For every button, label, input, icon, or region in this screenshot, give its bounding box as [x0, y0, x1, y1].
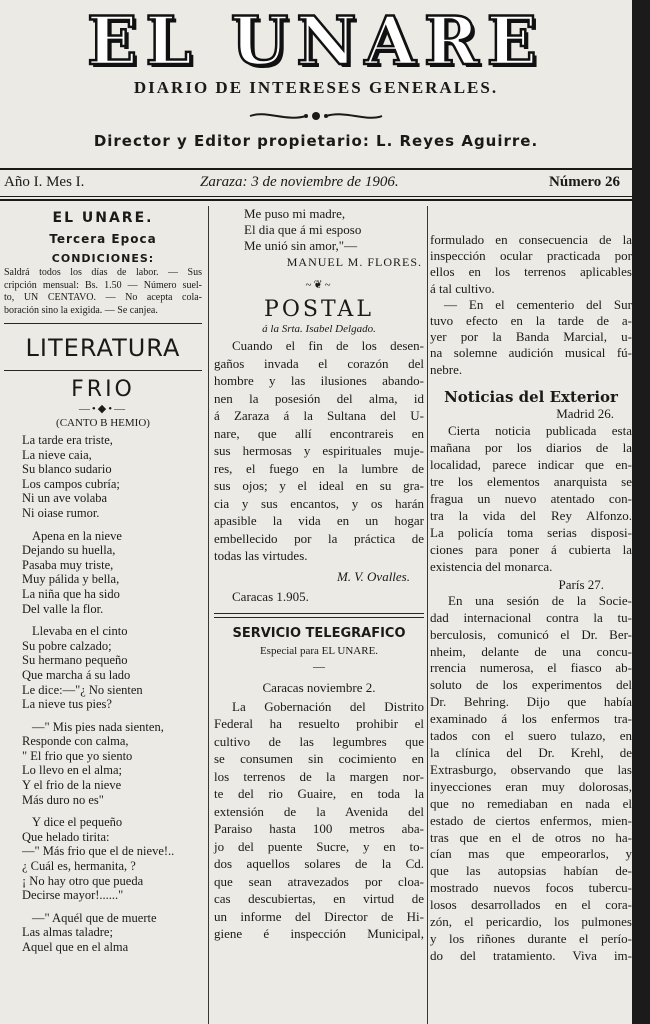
tele-body: [214, 698, 424, 943]
paris-line: inyecciones eran muy dolorosas,: [430, 778, 632, 794]
tele-line: que sean atravezados por cloa-: [214, 873, 424, 889]
poem-line: Su pobre calzado;: [22, 638, 112, 653]
tele-line: dos aquellos solares de la Cd.: [214, 856, 424, 872]
telegram-line: tuvo efecto en la tarde de a-: [430, 313, 632, 329]
telegram-line: yer por la Banda Marcial, u-: [430, 329, 632, 345]
newspaper-subtitle: DIARIO DE INTERESES GENERALES.: [133, 78, 499, 97]
condiciones-label: CONDICIONES:: [51, 252, 155, 265]
poem-line: Su blanco sudario: [22, 462, 112, 477]
masthead-rule-top: [0, 168, 632, 170]
poem-line: [4, 521, 202, 529]
paris-line: mostrado nuevos focos tubercu-: [430, 880, 632, 896]
divider-ornament: ~❦~: [305, 279, 333, 292]
telegram-line: ellos en los terrenos aplicables: [430, 264, 632, 280]
poem-line: " El frio que yo siento: [22, 748, 133, 763]
masthead-rule-bottom: [0, 199, 632, 201]
condiciones-line: cripción mensual: Bs. 1.50 — Número suel-: [4, 279, 202, 291]
poem-line: ¡ No hay otro que pueda: [22, 873, 144, 888]
poem-line: [4, 616, 202, 624]
issue-date: Zaraza: 3 de noviembre de 1906.: [200, 174, 399, 190]
madrid-body: [430, 422, 632, 575]
tele-line: Federal ha resuelto prohibir el: [214, 716, 424, 732]
poem-line: Pasaba muy triste,: [22, 557, 114, 572]
madrid-line: Cierta noticia publicada esta: [448, 422, 632, 438]
poem-line: Ni oiase rumor.: [22, 505, 100, 520]
poem-ending: [214, 206, 424, 253]
postal-line: res, el fuego en la lumbre de: [214, 460, 424, 476]
paris-line: dad internacional contra la tu-: [430, 609, 632, 625]
postal-line: Cuando el fin de los desen-: [232, 338, 424, 354]
paris-line: examinado á los enfermos tra-: [430, 711, 632, 727]
tele-line: extensión de la Avenida del: [214, 803, 424, 819]
column-rule-1: [208, 206, 209, 1024]
postal-line: á Zaraza á la Sultana del U-: [214, 408, 424, 424]
tele-line: cultivo de las legumbres que: [214, 733, 424, 749]
poem-line: Dejando su huella,: [22, 543, 116, 558]
madrid-dateline: Madrid 26.: [556, 405, 614, 421]
tele-line: un informe del Director de Hi-: [214, 908, 424, 924]
poem-line: Le dice:—"¿ No sienten: [22, 682, 143, 697]
tele-dash: —: [313, 658, 325, 673]
paris-line: Extrasburgo, observando que las: [430, 761, 632, 777]
telegram-line: inspección ocular practicada por: [430, 248, 632, 264]
madrid-line: fragua un nuevo atentado con-: [430, 490, 632, 506]
paris-line: Dr. Behring. Dijo que había: [430, 694, 632, 710]
telegram-line: nebre.: [430, 361, 463, 377]
paris-line: losos desarrollados en el cora-: [430, 897, 632, 913]
postal-line: cia y sus encantos, y os harán: [214, 495, 424, 511]
poem-line: Que marcha á su lado: [22, 667, 131, 682]
poem-subtitle: (CANTO B HEMIO): [56, 417, 150, 429]
poem-line: Decirse mayor!......": [22, 888, 124, 903]
tele-line: se consumen sin cocimiento en: [214, 751, 424, 767]
column-rule-2: [427, 206, 428, 1024]
issue-volume: Año I. Mes I.: [4, 174, 85, 190]
poem-line: —" Aquél que de muerte: [32, 910, 157, 925]
poem-line: Lo llevo en el alma;: [22, 763, 122, 778]
poem-ornament: —•◆•—: [78, 403, 128, 415]
paris-line: berculosis, comunicó el Dr. Ber-: [430, 626, 632, 642]
poem-author: MANUEL M. FLORES.: [286, 255, 422, 270]
postal-line: sus hermosas y espirituales muje-: [214, 443, 424, 459]
poem-line: La niña que ha sido: [22, 586, 120, 601]
poem-title: FRIO: [71, 377, 135, 402]
tele-subtitle: Especial para EL UNARE.: [259, 644, 379, 657]
paris-line: que no remediaban en nada el: [430, 795, 632, 811]
poem-line: Apena en la nieve: [32, 528, 122, 543]
telegram-line: á tal cultivo.: [430, 280, 495, 296]
tele-line: giene é inspección Municipal,: [214, 926, 424, 942]
madrid-line: La policía toma serias disposi-: [430, 524, 632, 540]
tele-dateline: Caracas noviembre 2.: [262, 679, 376, 695]
newspaper-title: EL UNARE: [87, 2, 545, 80]
issue-number: Número 26: [549, 174, 620, 190]
poem-ending-line: Me unió sin amor,"—: [244, 237, 358, 253]
poem-line: Aquel que en el alma: [22, 940, 129, 954]
madrid-line: existencia del monarca.: [430, 558, 553, 574]
madrid-line: tra la vida del Rey Alfonzo.: [430, 507, 632, 523]
postal-place: Caracas 1.905.: [232, 588, 309, 604]
poem-line: Más duro no es": [22, 792, 104, 807]
tele-rule-2: [214, 617, 424, 618]
paris-line: y los riñones durante el perío-: [430, 930, 632, 946]
scan-edge: [632, 0, 650, 1024]
poem-line: Muy pálida y bella,: [22, 572, 120, 587]
issue-line: [0, 172, 632, 194]
postal-line: gaños invada el corazón del: [214, 355, 424, 371]
madrid-line: localidad, parece indicar que en-: [430, 456, 632, 472]
telegram-line: formulado en consecuencia de la: [430, 232, 632, 247]
poem-line: Responde con calma,: [22, 734, 129, 749]
paris-line: tados con el suero tulazo, en: [430, 728, 632, 744]
postal-title: POSTAL: [264, 297, 374, 323]
epoca-label: Tercera Epoca: [49, 232, 157, 246]
paris-line: que las autopsias habían de-: [430, 863, 632, 879]
poem-ending-line: Me puso mi madre,: [244, 206, 346, 221]
tele-rule: [214, 613, 424, 614]
paris-body: [430, 593, 632, 965]
madrid-line: mañana por los diarios de la: [430, 439, 632, 455]
postal-line: embellecido por la práctica de: [214, 530, 424, 546]
poem-line: Su hermano pequeño: [22, 653, 128, 668]
poem-line: Ni un ave volaba: [22, 491, 108, 506]
section-rule-2: [4, 370, 202, 371]
paris-line: rrencia numerosa, el fiasco ab-: [430, 660, 632, 676]
tele-line: jo del puente Sucre, y en to-: [214, 838, 424, 854]
section-heading: LITERATURA: [25, 334, 181, 362]
director-line: Director y Editor propietario: L. Reyes Aguirre.: [93, 132, 539, 150]
masthead-ornament: [246, 108, 386, 124]
condiciones-line: to, UN CENTAVO. — No acepta cola-: [4, 292, 202, 303]
postal-dedication: á la Srta. Isabel Delgado.: [262, 323, 376, 336]
postal-line: hombre y las ilusiones abando-: [214, 373, 424, 389]
paris-line: estado de ciertos enfermos, mien-: [430, 812, 632, 828]
telegram-line: na solemne audición musical fú-: [430, 345, 632, 361]
poem-line: Del valle la flor.: [22, 601, 104, 616]
postal-line: todas las virtudes.: [214, 548, 308, 564]
postal-line: sus ojos; y el ideal en su gra-: [214, 478, 424, 494]
paris-line: la clínica del Dr. Krehl, de: [430, 744, 632, 760]
poem-line: Los campos cubría;: [22, 476, 120, 491]
poem-line: [4, 807, 202, 815]
brand-label: EL UNARE.: [52, 210, 154, 226]
poem-line: La nieve caia,: [22, 447, 92, 462]
poem-line: Llevaba en el cinto: [32, 624, 128, 639]
telegram-line: — En el cementerio del Sur: [444, 296, 632, 312]
section-rule: [4, 323, 202, 324]
noticias-title: Noticias del Exterior: [444, 387, 618, 406]
telegram-continuation: [430, 232, 632, 378]
postal-line: nen la posesión del alma, id: [214, 390, 424, 406]
poem-body: [4, 433, 202, 955]
poem-line: Que helado tirita:: [22, 829, 110, 844]
tele-title: SERVICIO TELEGRAFICO: [232, 625, 406, 641]
paris-line: zón, el pericardio, los pulmones: [430, 914, 632, 930]
tele-line: Paraiso hasta 100 metros aba-: [214, 821, 424, 837]
postal-line: nare, que allí encontrareis en: [214, 425, 424, 441]
masthead-rule-mid: [0, 196, 632, 197]
poem-line: La tarde era triste,: [22, 433, 113, 447]
paris-line: En una sesión de la Socie-: [448, 592, 632, 608]
poem-line: Y el frio de la nieve: [22, 778, 122, 793]
tele-line: los terrenos de la margen nor-: [214, 768, 424, 784]
poem-line: La nieve tus pies?: [22, 697, 112, 712]
condiciones-text: [4, 267, 202, 317]
tele-line: cas descubiertas, en virtud de: [214, 891, 424, 907]
poem-ending-line: El dia que á mi esposo: [244, 221, 362, 237]
paris-line: tras que en el de otros no ha-: [430, 829, 632, 845]
poem-line: ¿ Cuál es, hermanita, ?: [22, 859, 136, 874]
poem-line: [4, 712, 202, 720]
column-3: [430, 206, 632, 965]
condiciones-line: boración sino la exigida. — Se canjea.: [4, 304, 158, 316]
postal-line: apasible la vida en un hogar: [214, 513, 424, 529]
postal-body: [214, 337, 424, 565]
madrid-line: tre los elementos anarquista se: [430, 473, 632, 489]
poem-line: —" Mis pies nada sienten,: [32, 719, 164, 734]
masthead: [0, 0, 632, 200]
tele-line: La Gobernación del Distrito: [232, 698, 424, 714]
poem-line: —" Más frio que el de nieve!..: [22, 844, 175, 859]
postal-author: M. V. Ovalles.: [336, 568, 410, 584]
tele-line: te del rio Guaire, en toda la: [214, 786, 424, 802]
column-2: [214, 206, 424, 943]
paris-line: cían mas que empeorarlos, y: [430, 846, 632, 862]
poem-line: [4, 903, 202, 911]
paris-dateline: París 27.: [558, 576, 604, 592]
paris-line: soluto de los experimentos del: [430, 677, 632, 693]
poem-line: Y dice el pequeño: [32, 815, 123, 830]
madrid-line: ciones para poner á cubierta la: [430, 541, 632, 557]
paris-line: do del tratamiento. Viva im-: [430, 947, 632, 963]
condiciones-line: Saldrá todos los días de labor. — Sus: [4, 267, 202, 278]
column-1: [4, 206, 202, 955]
poem-line: Las almas taladre;: [22, 925, 113, 940]
paris-line: nheim, delante de una concu-: [430, 643, 632, 659]
